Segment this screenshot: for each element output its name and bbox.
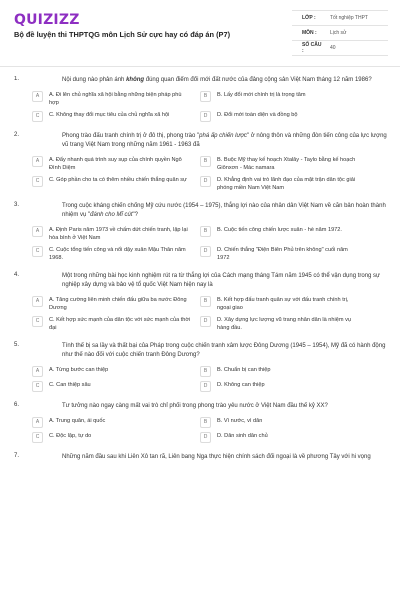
answer-option[interactable] <box>200 366 360 377</box>
question-text-part: Tính thế bị sa lầy và thất bại của Pháp trong cuộc chiến tranh xâm lược Đông Dương (1945 – 1954), Mỹ đã có hành động như thế nào đối với cuộc chiến tranh Đông Dương? <box>62 343 386 358</box>
meta-row-subject <box>292 26 388 41</box>
question-text-part: Một trong những bài học kinh nghiệm rút ra từ thắng lợi của Cách mạng tháng Tám năm 1945 có thể vận dụng trong sự nghiệp xây dựng và bảo vệ tổ quốc Việt Nam hiện nay là <box>62 273 381 288</box>
question-number: 1. <box>14 76 20 82</box>
answer-option[interactable] <box>200 91 360 107</box>
option-text: D. Không can thiệp <box>217 382 265 388</box>
answer-option[interactable] <box>200 176 360 192</box>
option-text: B. Vì nước, vì dân <box>217 418 263 424</box>
answer-option[interactable] <box>32 111 192 122</box>
question-text <box>62 342 390 360</box>
question-number: 5. <box>14 342 20 348</box>
meta-row-count <box>292 41 388 56</box>
answer-options <box>32 366 390 392</box>
option-text: B. Chuẩn bị can thiệp <box>217 367 271 373</box>
answer-option[interactable] <box>200 417 360 428</box>
meta-value: 40 <box>330 45 336 51</box>
answer-option[interactable] <box>32 316 192 332</box>
question-text-part: Những năm đầu sau khi Liên Xô tan rã, Liên bang Nga thực hiện chính sách đối ngoại là về phương Tây với hi vọng <box>62 454 371 460</box>
option-letter-box: D <box>200 246 211 257</box>
option-text: B. Lấy đổi mới chính trị là trọng tâm <box>217 92 306 98</box>
option-text: C. Can thiệp sâu <box>49 382 91 388</box>
option-letter-box: D <box>200 316 211 327</box>
answer-option[interactable] <box>32 91 192 107</box>
answer-option[interactable] <box>32 176 192 192</box>
header-divider <box>0 66 400 67</box>
question-text <box>62 76 390 85</box>
option-text: B. Buộc Mỹ thay kế hoạch Xtalây - Taylo bằng kế hoạch Giônxơn - Mác namara <box>217 157 356 171</box>
question-text-part: " ở nông thôn và những đòn tiến công của lực lượng vũ trang Việt Nam trong những năm 1961 - 1963 đã <box>62 133 387 148</box>
answer-options <box>32 91 390 122</box>
option-letter-box: C <box>32 432 43 443</box>
option-text: A. Đi lên chủ nghĩa xã hội bằng những biện pháp phù hợp <box>49 92 182 106</box>
question-item <box>0 342 400 392</box>
option-letter-box: C <box>32 381 43 392</box>
option-letter-box: B <box>200 156 211 167</box>
option-text: A. Từng bước can thiệp <box>49 367 109 373</box>
question-text-part: Nội dung nào phản ánh <box>62 77 127 83</box>
option-letter-box: D <box>200 176 211 187</box>
option-text: A. Tăng cường liên minh chiến đấu giữa ba nước Đông Dương <box>49 297 187 311</box>
option-letter-box: D <box>200 381 211 392</box>
answer-option[interactable] <box>32 366 192 377</box>
option-letter-box: B <box>200 417 211 428</box>
question-item <box>0 272 400 332</box>
question-text-emphasis: phá ấp chiến lược <box>199 133 247 139</box>
question-item <box>0 202 400 262</box>
option-letter-box: D <box>200 111 211 122</box>
option-text: B. Kết hợp đấu tranh quân sự với đấu tranh chính trị, ngoại giao <box>217 297 349 311</box>
option-letter-box: A <box>32 296 43 307</box>
question-item <box>0 453 400 462</box>
question-text-emphasis: không <box>126 77 145 83</box>
option-letter-box: A <box>32 156 43 167</box>
question-text-emphasis: đánh cho Mĩ cút <box>90 212 133 218</box>
option-letter-box: A <box>32 226 43 237</box>
option-letter-box: D <box>200 432 211 443</box>
option-letter-box: C <box>32 111 43 122</box>
option-letter-box: B <box>200 226 211 237</box>
question-text <box>62 202 390 220</box>
answer-option[interactable] <box>32 246 192 262</box>
option-text: A. Đẩy nhanh quá trình suy sụp của chính quyền Ngô Đình Diệm <box>49 157 182 171</box>
question-text-part: đúng quan điểm đổi mới đất nước của đảng cộng sản Việt Nam tháng 12 năm 1986? <box>144 77 372 83</box>
option-text: C. Góp phần cho ta có thêm nhiều chiến thắng quân sự <box>49 177 187 183</box>
document-title: Bộ đề luyện thi THPTQG môn Lịch Sử cực hay có đáp án (P7) <box>14 30 231 39</box>
answer-option[interactable] <box>200 156 360 172</box>
answer-option[interactable] <box>200 226 360 242</box>
meta-key: MÔN : <box>302 30 317 36</box>
question-item <box>0 402 400 443</box>
question-text-part: "? <box>132 212 138 218</box>
option-text: C. Không thay đổi mục tiêu của chủ nghĩa xã hội <box>49 112 170 118</box>
answer-options <box>32 226 390 262</box>
answer-option[interactable] <box>200 432 360 443</box>
question-text <box>62 402 390 411</box>
question-item <box>0 76 400 122</box>
option-letter-box: B <box>200 91 211 102</box>
option-text: D. Dân sinh dân chủ <box>217 433 268 439</box>
question-text-part: Tư tưởng nào ngay càng mất vai trò chỉ phối trong phong trào yêu nước ở Việt Nam đầu thế kỷ XX? <box>62 403 328 409</box>
answer-option[interactable] <box>200 296 360 312</box>
answer-options <box>32 156 390 192</box>
answer-options <box>32 417 390 443</box>
question-text <box>62 132 390 150</box>
option-letter-box: C <box>32 246 43 257</box>
answer-option[interactable] <box>32 432 192 443</box>
answer-option[interactable] <box>32 296 192 312</box>
question-text-part: Phong trào đấu tranh chính trị ở đô thị, phong trào " <box>62 133 200 139</box>
option-letter-box: B <box>200 366 211 377</box>
option-letter-box: A <box>32 417 43 428</box>
answer-option[interactable] <box>200 381 360 392</box>
option-text: A. Trung quân, ái quốc <box>49 418 106 424</box>
answer-option[interactable] <box>200 246 360 262</box>
answer-option[interactable] <box>200 111 360 122</box>
answer-option[interactable] <box>32 381 192 392</box>
option-text: D. Xây dựng lực lượng vũ trang nhân dân là nhiệm vụ hàng đầu. <box>217 317 351 331</box>
meta-table <box>292 10 388 56</box>
option-letter-box: A <box>32 91 43 102</box>
option-text: C. Độc lập, tự do <box>49 433 92 439</box>
option-text: D. Khẳng định vai trò lãnh đạo của mặt trận dân tộc giải phóng miền Nam Việt Nam <box>217 177 356 191</box>
option-text: D. Chiến thắng "Điện Biên Phủ trên không" cuối năm 1972 <box>217 247 348 261</box>
question-number: 4. <box>14 272 20 278</box>
question-number: 2. <box>14 132 20 138</box>
option-letter-box: B <box>200 296 211 307</box>
option-letter-box: A <box>32 366 43 377</box>
meta-value: Lịch sử <box>330 30 347 36</box>
meta-key: LỚP : <box>302 15 316 21</box>
option-letter-box: C <box>32 316 43 327</box>
option-text: A. Định Paris năm 1973 về chấm dứt chiến tranh, lập lại hòa bình ở Việt Nam <box>49 227 188 241</box>
meta-value: Tốt nghiệp THPT <box>330 15 368 21</box>
question-text <box>62 272 390 290</box>
document-header <box>0 0 400 66</box>
meta-key: SỐ CÂU : <box>302 42 322 54</box>
option-text: B. Cuộc tiến công chiến lược xuân - hè năm 1972. <box>217 227 342 233</box>
answer-options <box>32 296 390 332</box>
question-number: 6. <box>14 402 20 408</box>
option-text: C. Kết hợp sức mạnh của dân tộc với sức mạnh của thời đại <box>49 317 191 331</box>
answer-option[interactable] <box>32 226 192 242</box>
question-number: 3. <box>14 202 20 208</box>
question-list <box>0 76 400 600</box>
option-text: C. Cuộc tổng tiến công và nổi dậy xuân Mậu Thân năm 1968. <box>49 247 186 261</box>
meta-row-class <box>292 11 388 26</box>
question-text <box>62 453 390 462</box>
question-number: 7. <box>14 453 20 459</box>
answer-option[interactable] <box>32 156 192 172</box>
question-text-part: Trong cuộc kháng chiến chống Mỹ cứu nước (1954 – 1975), thắng lợi nào của nhân dân Việt Nam về căn bản hoàn thành nhiệm vụ " <box>62 203 386 218</box>
option-text: D. Đổi mới toàn diện và đồng bộ <box>217 112 298 118</box>
answer-option[interactable] <box>32 417 192 428</box>
quizizz-logo: QUIZIZZ <box>14 12 80 28</box>
answer-option[interactable] <box>200 316 360 332</box>
option-letter-box: C <box>32 176 43 187</box>
question-item <box>0 132 400 192</box>
